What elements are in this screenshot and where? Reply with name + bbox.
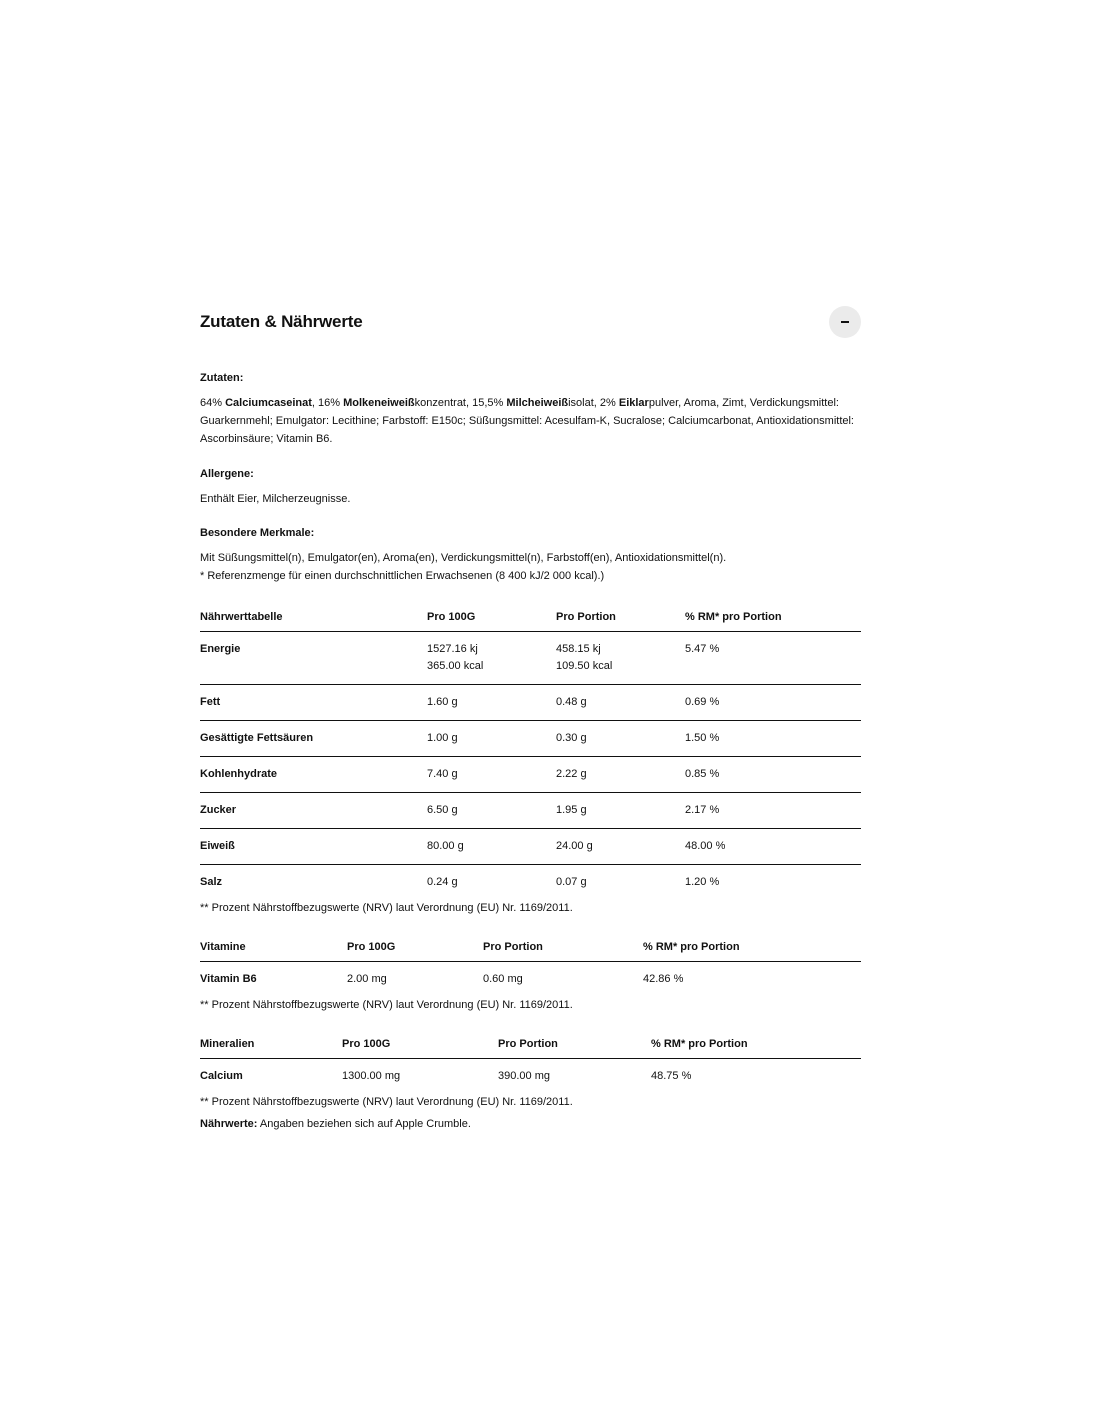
- table-row: [200, 632, 861, 685]
- table-cell: [427, 685, 556, 721]
- nrv-footnote: ** Prozent Nährstoffbezugswerte (NRV) laut Verordnung (EU) Nr. 1169/2011.: [200, 999, 573, 1011]
- cell-value: 0.48 g: [556, 696, 587, 708]
- column-header: Pro Portion: [556, 611, 685, 632]
- table-cell: 42.86 %: [643, 973, 684, 985]
- ingredient-highlight: Eiklar: [618, 397, 649, 409]
- ingredient-highlight: Calciumcaseinat: [225, 397, 312, 409]
- table-cell: Zucker: [200, 793, 427, 829]
- table-cell: Salz: [200, 876, 223, 888]
- table-row: [200, 962, 861, 998]
- column-header: Nährwerttabelle: [200, 611, 427, 632]
- column-header: % RM* pro Portion: [685, 611, 861, 632]
- table-cell: [427, 721, 556, 757]
- minus-icon: [841, 321, 849, 323]
- ingredient-text: konzentrat, 15,5%: [414, 397, 507, 409]
- table-row: [200, 1059, 861, 1095]
- table-cell: 2.17 %: [685, 793, 861, 829]
- table-cell: [556, 829, 685, 865]
- cell-value: 458.15 kj: [556, 643, 601, 655]
- cell-value: 7.40 g: [427, 768, 458, 780]
- minerals-table: [200, 1038, 861, 1094]
- ingredient-text: 64%: [200, 397, 226, 409]
- reference-note: * Referenzmenge für einen durchschnittlichen Erwachsenen (8 400 kJ/2 000 kcal).): [200, 570, 605, 582]
- table-cell: [556, 632, 685, 685]
- cell-value: 390.00 mg: [498, 1070, 550, 1082]
- table-row: [200, 757, 861, 793]
- ingredient-highlight: Molkeneiweiß: [343, 397, 415, 409]
- table-cell: [342, 1059, 498, 1095]
- cell-value: 1.60 g: [427, 696, 458, 708]
- nutrition-values-label: Nährwerte:: [200, 1118, 258, 1130]
- cell-value: 0.60 mg: [483, 973, 523, 985]
- cell-value: 0.30 g: [556, 732, 587, 744]
- cell-value: 1.00 g: [427, 732, 458, 744]
- cell-value: 365.00 kcal: [427, 660, 484, 672]
- cell-value: 0.24 g: [427, 876, 458, 888]
- features-label: Besondere Merkmale:: [200, 527, 315, 539]
- ingredient-text: pulver, Aroma, Zimt, Verdickungsmittel: Guarkernmehl; Emulgator: Lecithine; Farbstoff: E150c; Süßungsmittel: Acesulfam-K, Sucralose; Calciumcarbonat, Antioxidationsmittel: Ascorbinsäure; Vitamin B6.: [200, 397, 854, 445]
- allergens-label: Allergene:: [200, 468, 254, 480]
- table-row: [200, 865, 861, 901]
- nrv-footnote: ** Prozent Nährstoffbezugswerte (NRV) laut Verordnung (EU) Nr. 1169/2011.: [200, 902, 573, 914]
- table-cell: [427, 865, 556, 901]
- table-row: [200, 685, 861, 721]
- table-cell: [427, 829, 556, 865]
- column-header: Pro 100G: [347, 941, 483, 962]
- section-header: [200, 300, 861, 344]
- ingredient-text: , 16%: [311, 397, 344, 409]
- cell-value: 24.00 g: [556, 840, 593, 852]
- table-cell: [427, 793, 556, 829]
- table-cell: Calcium: [200, 1070, 243, 1082]
- table-header-row: [200, 1038, 861, 1059]
- table-cell: 0.85 %: [685, 757, 861, 793]
- collapse-button[interactable]: [829, 306, 861, 338]
- table-cell: [498, 1059, 651, 1095]
- column-header: % RM* pro Portion: [651, 1038, 861, 1059]
- table-cell: [427, 632, 556, 685]
- nrv-footnote: ** Prozent Nährstoffbezugswerte (NRV) laut Verordnung (EU) Nr. 1169/2011.: [200, 1096, 573, 1108]
- table-cell: 1.20 %: [685, 876, 720, 888]
- nutrition-table: [200, 611, 861, 900]
- column-header: % RM* pro Portion: [643, 941, 861, 962]
- ingredients-text: [200, 394, 861, 448]
- table-cell: 5.47 %: [685, 632, 861, 685]
- cell-value: 2.00 mg: [347, 973, 387, 985]
- column-header: Pro Portion: [483, 941, 643, 962]
- table-cell: [556, 757, 685, 793]
- table-cell: [556, 721, 685, 757]
- table-cell: Kohlenhydrate: [200, 757, 427, 793]
- cell-value: 109.50 kcal: [556, 660, 613, 672]
- table-cell: 0.69 %: [685, 685, 861, 721]
- table-cell: Fett: [200, 685, 427, 721]
- cell-value: 0.07 g: [556, 876, 587, 888]
- ingredients-label: Zutaten:: [200, 372, 244, 384]
- column-header: Pro 100G: [342, 1038, 498, 1059]
- column-header: Mineralien: [200, 1038, 342, 1059]
- table-row: [200, 793, 861, 829]
- ingredient-text: isolat, 2%: [568, 397, 619, 409]
- table-cell: 48.75 %: [651, 1070, 692, 1082]
- table-cell: [556, 793, 685, 829]
- table-cell: [556, 685, 685, 721]
- cell-value: 1.95 g: [556, 804, 587, 816]
- table-cell: Vitamin B6: [200, 973, 257, 985]
- ingredient-highlight: Milcheiweiß: [506, 397, 569, 409]
- column-header: Pro Portion: [498, 1038, 651, 1059]
- table-cell: [483, 962, 643, 998]
- features-line: Mit Süßungsmittel(n), Emulgator(en), Aroma(en), Verdickungsmittel(n), Farbstoff(en), Antioxidationsmittel(n).: [200, 552, 727, 564]
- column-header: Vitamine: [200, 941, 347, 962]
- cell-value: 6.50 g: [427, 804, 458, 816]
- cell-value: 2.22 g: [556, 768, 587, 780]
- table-header-row: [200, 941, 861, 962]
- cell-value: 1527.16 kj: [427, 643, 478, 655]
- cell-value: 80.00 g: [427, 840, 464, 852]
- table-cell: [347, 962, 483, 998]
- table-cell: [556, 865, 685, 901]
- table-header-row: [200, 611, 861, 632]
- vitamins-table: [200, 941, 861, 997]
- table-cell: 48.00 %: [685, 829, 861, 865]
- section-title: Zutaten & Nährwerte: [200, 312, 363, 331]
- table-row: [200, 829, 861, 865]
- table-cell: [427, 757, 556, 793]
- allergens-text: Enthält Eier, Milcherzeugnisse.: [200, 493, 351, 505]
- ingredients-nutrition-section: [200, 300, 861, 1130]
- table-cell: Gesättigte Fettsäuren: [200, 721, 427, 757]
- table-cell: 1.50 %: [685, 721, 861, 757]
- column-header: Pro 100G: [427, 611, 556, 632]
- cell-value: 1300.00 mg: [342, 1070, 401, 1082]
- table-cell: Energie: [200, 632, 427, 685]
- nutrition-values-note: [200, 1118, 861, 1130]
- nutrition-values-text: Angaben beziehen sich auf Apple Crumble.: [257, 1118, 471, 1130]
- table-cell: Eiweiß: [200, 829, 427, 865]
- table-row: [200, 721, 861, 757]
